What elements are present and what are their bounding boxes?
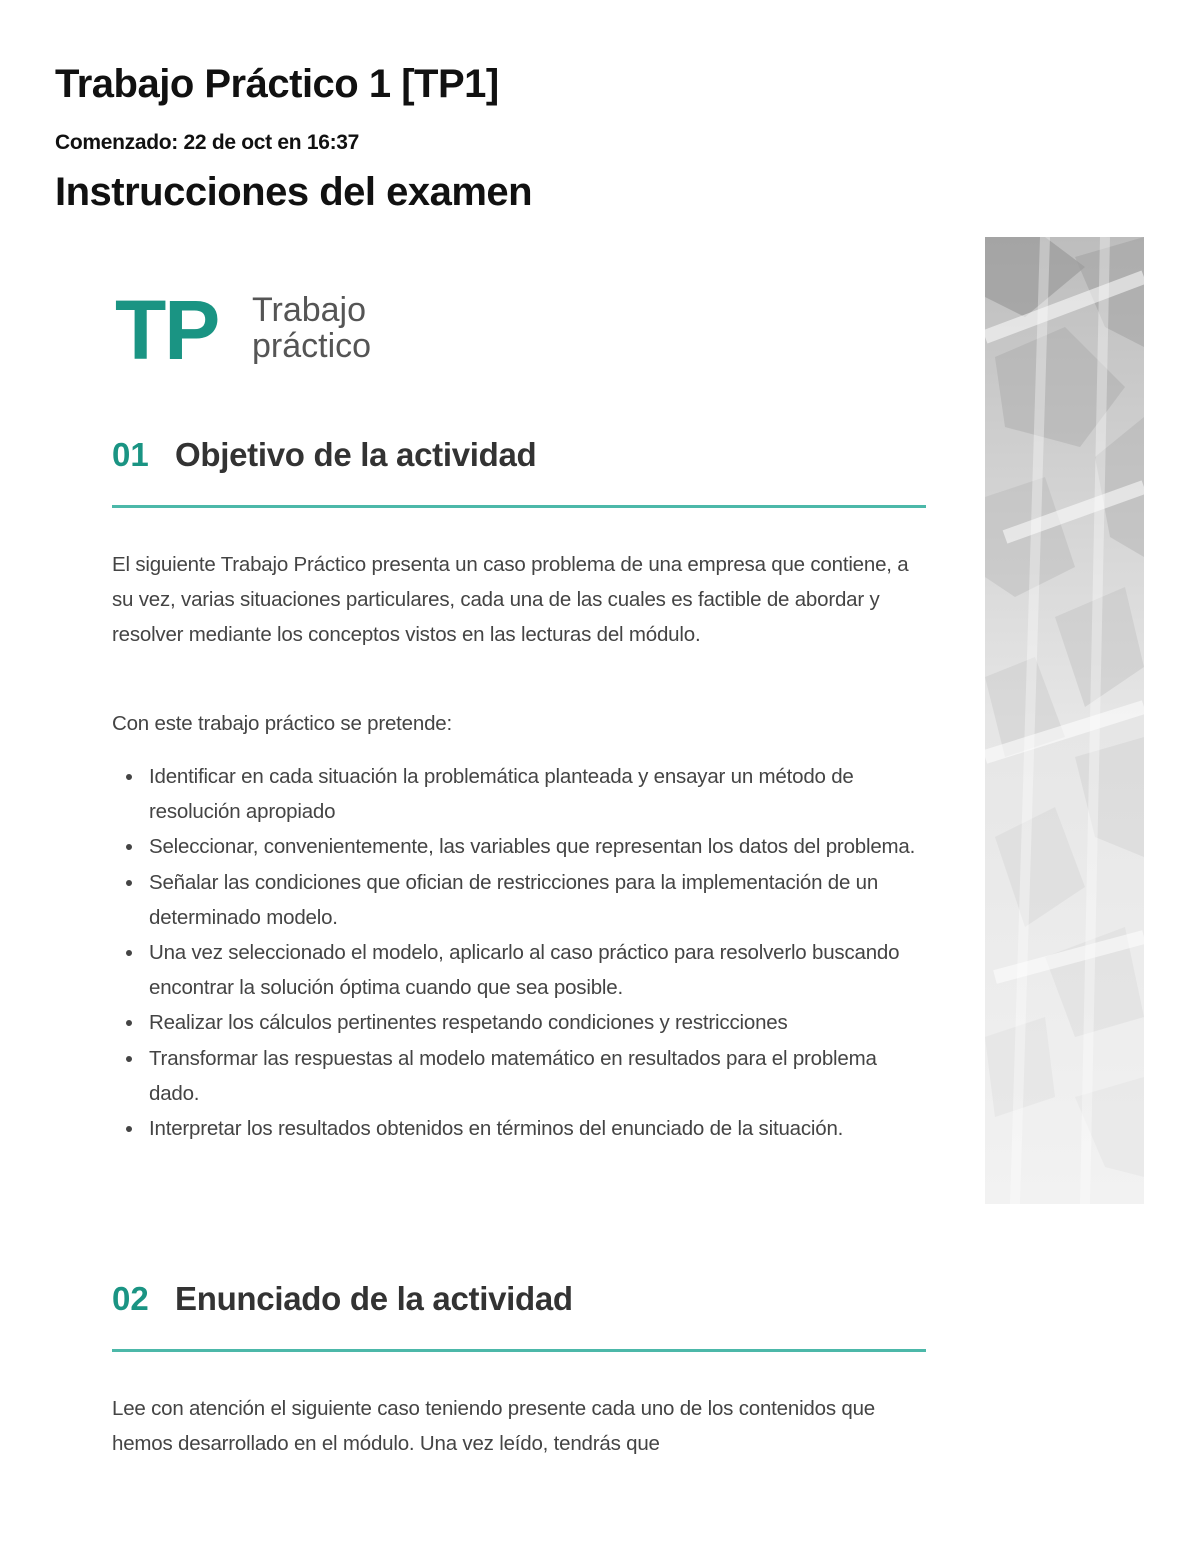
goals-list xyxy=(112,759,932,1146)
tp-logo xyxy=(115,285,415,375)
list-item: Seleccionar, convenientemente, las variables que representan los datos del problema. xyxy=(112,829,932,864)
section-number: 02 xyxy=(112,1280,149,1317)
page-title: Trabajo Práctico 1 [TP1] xyxy=(55,62,499,106)
statement-paragraph: Lee con atención el siguiente caso teniendo presente cada uno de los contenidos que hemos desarrollado en el módulo. Una vez leído, tendrás que xyxy=(112,1397,875,1455)
section-divider xyxy=(112,1349,926,1352)
section-title: Enunciado de la actividad xyxy=(175,1280,573,1317)
section-number: 01 xyxy=(112,436,149,473)
decorative-side-image xyxy=(985,237,1144,1204)
objective-paragraph: El siguiente Trabajo Práctico presenta un caso problema de una empresa que contiene, a su vez, varias situaciones particulares, cada una de las cuales es factible de abordar y resolver mediante los conceptos vistos en las lecturas del módulo. xyxy=(112,553,909,646)
list-item: Una vez seleccionado el modelo, aplicarlo al caso práctico para resolverlo buscando encontrar la solución óptima cuando que sea posible. xyxy=(112,935,932,1005)
tp-logo-line2: práctico xyxy=(252,327,372,365)
list-item: Transformar las respuestas al modelo matemático en resultados para el problema dado. xyxy=(112,1041,932,1111)
section-divider xyxy=(112,505,926,508)
objective-lead: Con este trabajo práctico se pretende: xyxy=(112,712,452,735)
list-item: Identificar en cada situación la problemática planteada y ensayar un método de resolución apropiado xyxy=(112,759,932,829)
tp-logo-text xyxy=(252,292,371,364)
instructions-heading: Instrucciones del examen xyxy=(55,170,533,214)
tp-logo-line1: Trabajo xyxy=(252,291,367,329)
list-item: Señalar las condiciones que ofician de restricciones para la implementación de un determinado modelo. xyxy=(112,865,932,935)
list-item: Realizar los cálculos pertinentes respetando condiciones y restricciones xyxy=(112,1005,932,1040)
tp-logo-letters: TP xyxy=(115,283,219,377)
section-title: Objetivo de la actividad xyxy=(175,436,537,473)
list-item: Interpretar los resultados obtenidos en términos del enunciado de la situación. xyxy=(112,1111,932,1146)
started-timestamp: Comenzado: 22 de oct en 16:37 xyxy=(55,131,360,154)
